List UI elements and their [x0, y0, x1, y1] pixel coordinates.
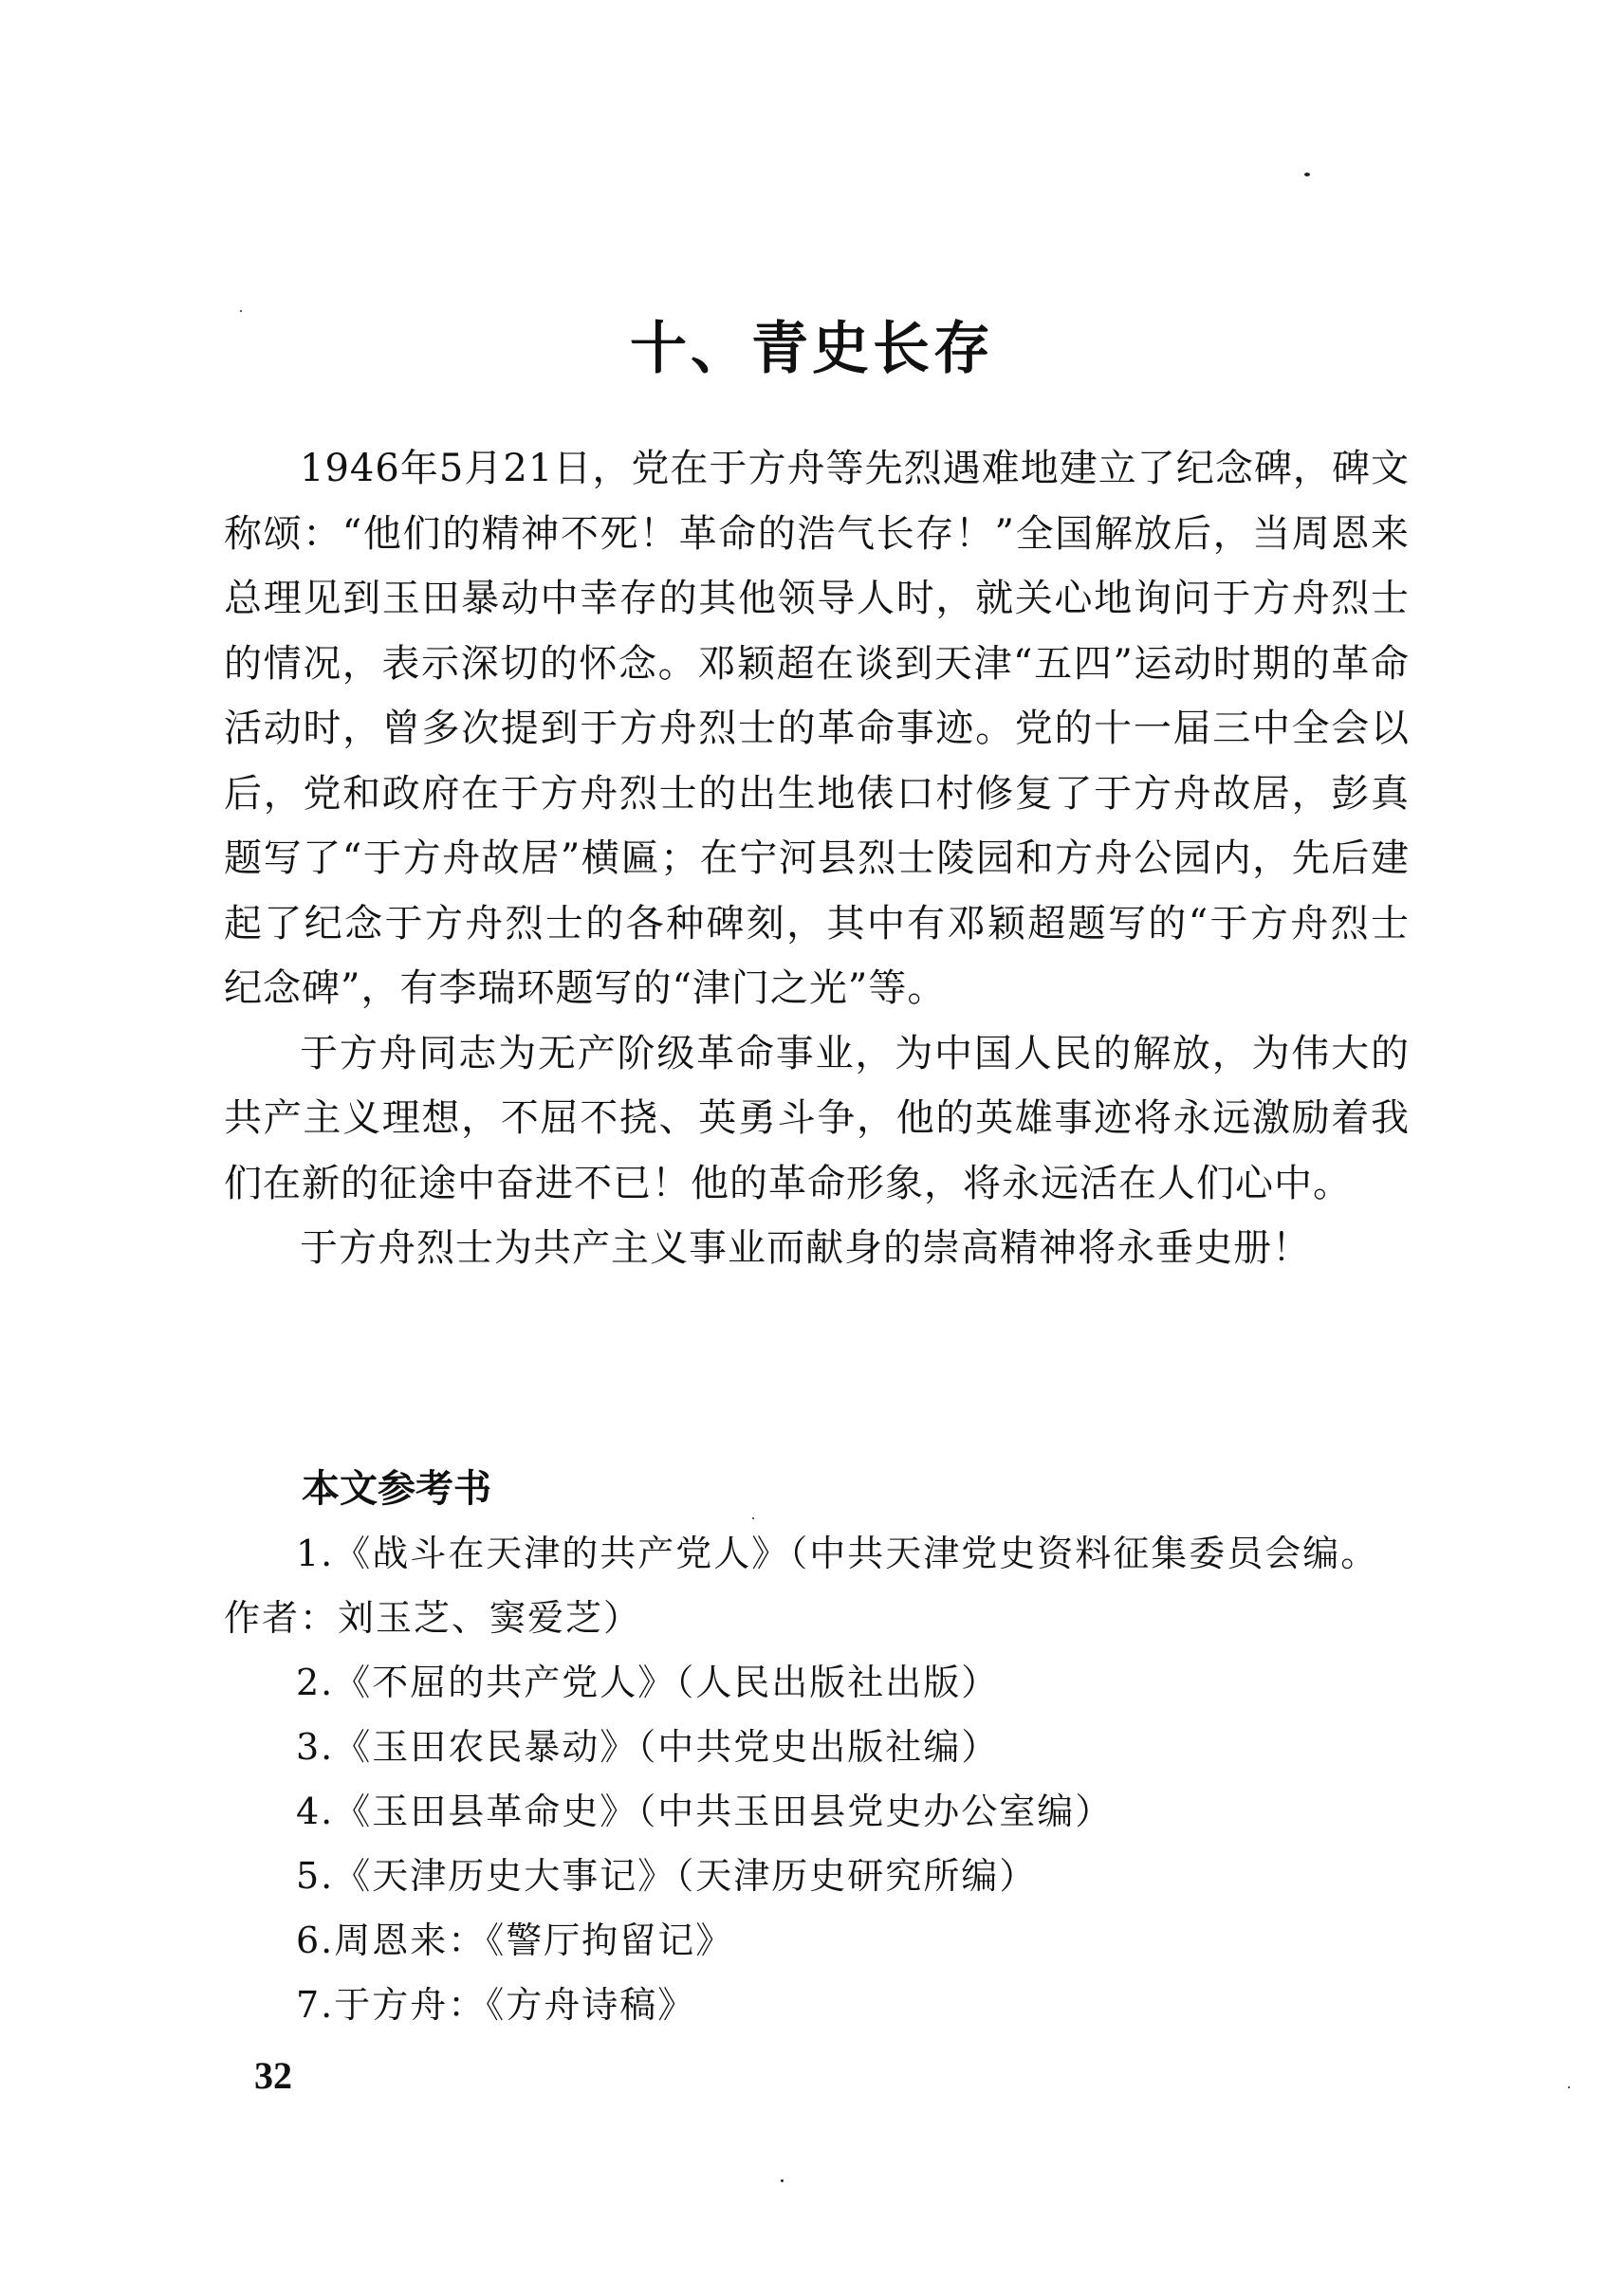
scan-speck	[1304, 173, 1310, 176]
reference-item: 6.周恩来：《警厅拘留记》	[296, 1919, 734, 1961]
reference-item: 4.《玉田县革命史》（中共玉田县党史办公室编）	[296, 1791, 1114, 1832]
scan-speck	[240, 310, 242, 312]
reference-item: 5.《天津历史大事记》（天津历史研究所编）	[296, 1855, 1038, 1897]
chapter-title: 十、青史长存	[630, 316, 994, 382]
paragraph: 于方舟同志为无产阶级革命事业，为中国人民的解放，为伟大的共产主义理想，不屈不挠、英勇斗争，他的英雄事迹将永远激励着我们在新的征途中奋进不已！他的革命形象，将永远活在人们心中。	[224, 1031, 1410, 1205]
page-number: 32	[254, 2054, 292, 2097]
body-text	[224, 436, 1410, 1281]
paragraph: 1946年5月21日，党在于方舟等先烈遇难地建立了纪念碑，碑文称颂：“他们的精神不死！革命的浩气长存！”全国解放后，当周恩来总理见到玉田暴动中幸存的其他领导人时，就关心地询问于方舟烈士的情况，表示深切的怀念。邓颖超在谈到天津“五四”运动时期的革命活动时，曾多次提到于方舟烈士的革命事迹。党的十一届三中全会以后，党和政府在于方舟烈士的出生地俵口村修复了于方舟故居，彭真题写了“于方舟故居”横匾；在宁河县烈士陵园和方舟公园内，先后建起了纪念于方舟烈士的各种碑刻，其中有邓颖超题写的“于方舟烈士纪念碑”，有李瑞环题写的“津门之光”等。	[224, 447, 1410, 1010]
scan-speck	[752, 1517, 754, 1519]
reference-item: 7.于方舟：《方舟诗稿》	[296, 1984, 696, 2026]
scan-speck	[1568, 2086, 1570, 2088]
reference-item: 2.《不屈的共产党人》（人民出版社出版）	[296, 1662, 1000, 1703]
reference-item: 3.《玉田农民暴动》（中共党史出版社编）	[296, 1726, 1000, 1768]
references-heading: 本文参考书	[302, 1467, 491, 1511]
paragraph: 于方舟烈士为共产主义事业而献身的崇高精神将永垂史册！	[300, 1226, 1311, 1270]
reference-item: 1.《战斗在天津的共产党人》（中共天津党史资料征集委员会编。作者：刘玉芝、窦爱芝）	[224, 1533, 1379, 1639]
scan-speck	[781, 2179, 784, 2182]
references-list	[224, 1521, 1410, 2037]
